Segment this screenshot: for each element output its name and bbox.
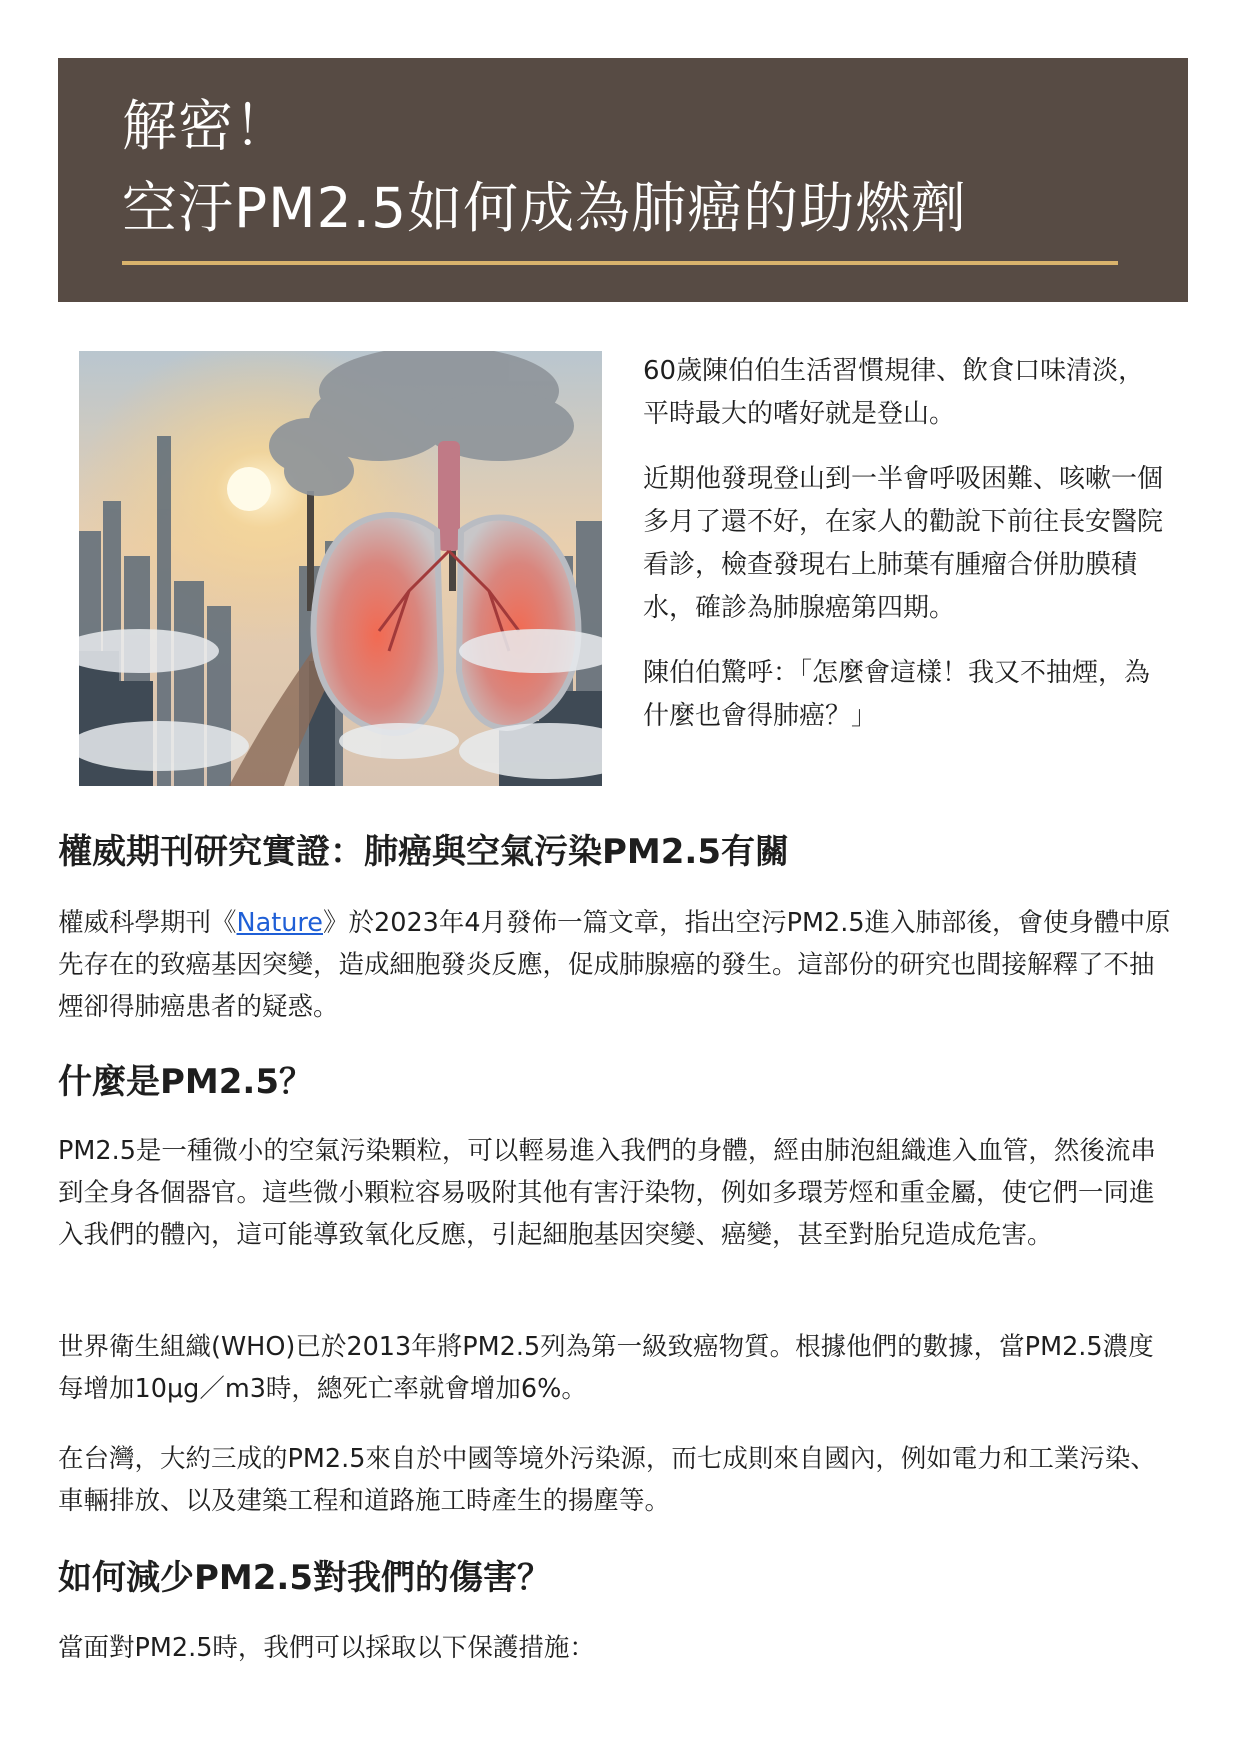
intro-paragraph-3: 陳伯伯驚呼：「怎麼會這樣！我又不抽煙，為什麼也會得肺癌？」 xyxy=(643,658,1151,731)
section-heading-study: 權威期刊研究實證：肺癌與空氣污染PM2.5有關 xyxy=(58,832,789,872)
title-line-2: 空汙PM2.5如何成為肺癌的助燃劑 xyxy=(122,176,968,240)
section-heading-what-is-pm25: 什麼是PM2.5？ xyxy=(58,1062,313,1102)
pm25-paragraph-1: PM2.5是一種微小的空氣污染顆粒，可以輕易進入我們的身體，經由肺泡組織進入血管，然後流串到全身各個器官。這些微小顆粒容易吸附其他有害汙染物，例如多環芳烴和重金屬，使它們一同進入我們的體內，這可能導致氧化反應，引起細胞基因突變、癌變，甚至對胎兒造成危害。 xyxy=(58,1136,1156,1250)
protection-paragraph: 當面對PM2.5時，我們可以採取以下保護措施： xyxy=(58,1633,595,1663)
lungs-smog-illustration xyxy=(79,351,602,786)
study-paragraph xyxy=(58,902,1178,1028)
nature-link[interactable]: Nature xyxy=(236,908,323,938)
title-line-1: 解密！ xyxy=(122,94,291,158)
study-text-after: 》於2023年4月發佈一篇文章，指出空污PM2.5進入肺部後，會使身體中原先存在的致癌基因突變，造成細胞發炎反應，促成肺腺癌的發生。這部份的研究也間接解釋了不抽煙卻得肺癌患者的疑惑。 xyxy=(58,908,1171,1022)
intro-column xyxy=(643,350,1163,760)
pm25-paragraph-2: 世界衛生組織(WHO)已於2013年將PM2.5列為第一級致癌物質。根據他們的數據，當PM2.5濃度每增加10μg／m3時，總死亡率就會增加6%。 xyxy=(58,1332,1154,1404)
study-text-before: 權威科學期刊《 xyxy=(58,908,237,938)
intro-paragraph-1: 60歲陳伯伯生活習慣規律、飲食口味清淡，平時最大的嗜好就是登山。 xyxy=(643,356,1145,429)
section-heading-protection: 如何減少PM2.5對我們的傷害？ xyxy=(58,1558,551,1598)
pm25-paragraph-3: 在台灣，大約三成的PM2.5來自於中國等境外污染源，而七成則來自國內，例如電力和工業污染、車輛排放、以及建築工程和道路施工時產生的揚塵等。 xyxy=(58,1444,1156,1516)
intro-paragraph-2: 近期他發現登山到一半會呼吸困難、咳嗽一個多月了還不好，在家人的勸說下前往長安醫院看診，檢查發現右上肺葉有腫瘤合併肋膜積水，確診為肺腺癌第四期。 xyxy=(643,464,1164,623)
title-banner xyxy=(58,58,1188,302)
title-underline xyxy=(122,261,1118,265)
